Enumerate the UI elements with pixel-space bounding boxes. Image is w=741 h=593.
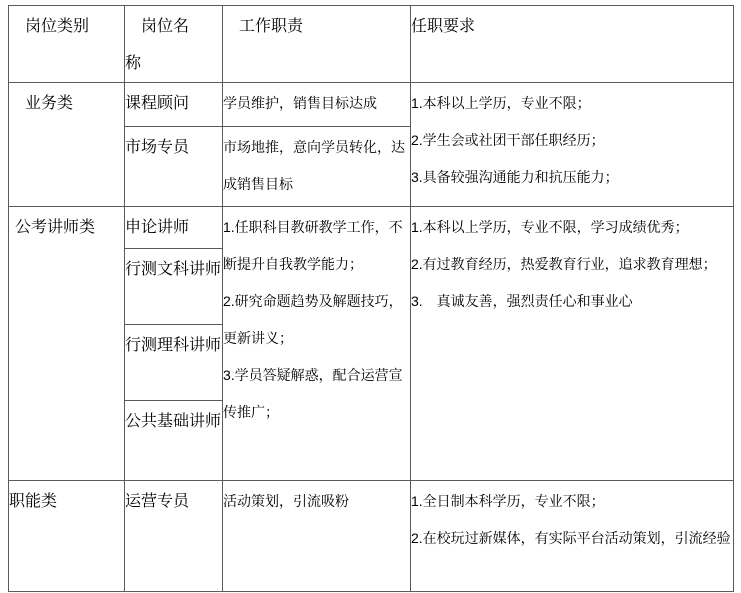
header-duty: 工作职责 [223,6,411,83]
position-xingce-science-lecturer: 行测理科讲师 [125,325,223,401]
requirement-item: 3.具备较强沟通能力和抗压能力； [411,169,619,185]
requirement-item: 1.全日制本科学历，专业不限； [411,493,605,509]
duty-operations-specialist [223,481,411,592]
header-category: 岗位类别 [9,6,125,83]
header-position-name-text: 岗位名称 [125,18,190,72]
position-operations-specialist: 运营专员 [125,481,223,592]
duty-item: 2.研究命题趋势及解题技巧，更新讲义； [223,293,403,346]
requirement-item: 2.在校玩过新媒体，有实际平台活动策划，引流经验 [411,530,731,546]
position-xingce-liberal-lecturer: 行测文科讲师 [125,249,223,325]
position-public-basics-lecturer: 公共基础讲师 [125,401,223,481]
requirement-item: 1.本科以上学历，专业不限，学习成绩优秀； [411,219,689,235]
category-exam-lecturer: 公考讲师类 [9,207,125,481]
requirement-item: 2.有过教育经历，热爱教育行业，追求教育理想； [411,256,717,272]
duty-text: 市场地推，意向学员转化，达成销售目标 [223,139,405,192]
requirements-functional [411,481,734,592]
table-row [9,481,734,592]
requirements-lecturer [411,207,734,481]
position-shenlun-lecturer: 申论讲师 [125,207,223,249]
duty-text: 活动策划，引流吸粉 [223,493,349,509]
duty-item: 3.学员答疑解惑，配合运营宣传推广； [223,367,403,420]
job-positions-table [8,5,734,592]
table-row [9,207,734,249]
duty-course-consultant [223,83,411,127]
category-business: 业务类 [9,83,125,207]
requirements-business [411,83,734,207]
table-row [9,83,734,127]
duty-item: 1.任职科目教研教学工作，不断提升自我教学能力； [223,219,403,272]
header-row [9,6,734,83]
duty-text: 学员维护，销售目标达成 [223,95,377,111]
position-course-consultant: 课程顾问 [125,83,223,127]
duties-lecturer [223,207,411,481]
requirement-item: 1.本科以上学历，专业不限； [411,95,591,111]
header-position-name [125,6,223,83]
header-requirement: 任职要求 [411,6,734,83]
category-functional: 职能类 [9,481,125,592]
position-market-specialist: 市场专员 [125,127,223,207]
requirement-item: 2.学生会或社团干部任职经历； [411,132,605,148]
duty-market-specialist [223,127,411,207]
requirement-item: 3. 真诚友善，强烈责任心和事业心 [411,293,633,309]
